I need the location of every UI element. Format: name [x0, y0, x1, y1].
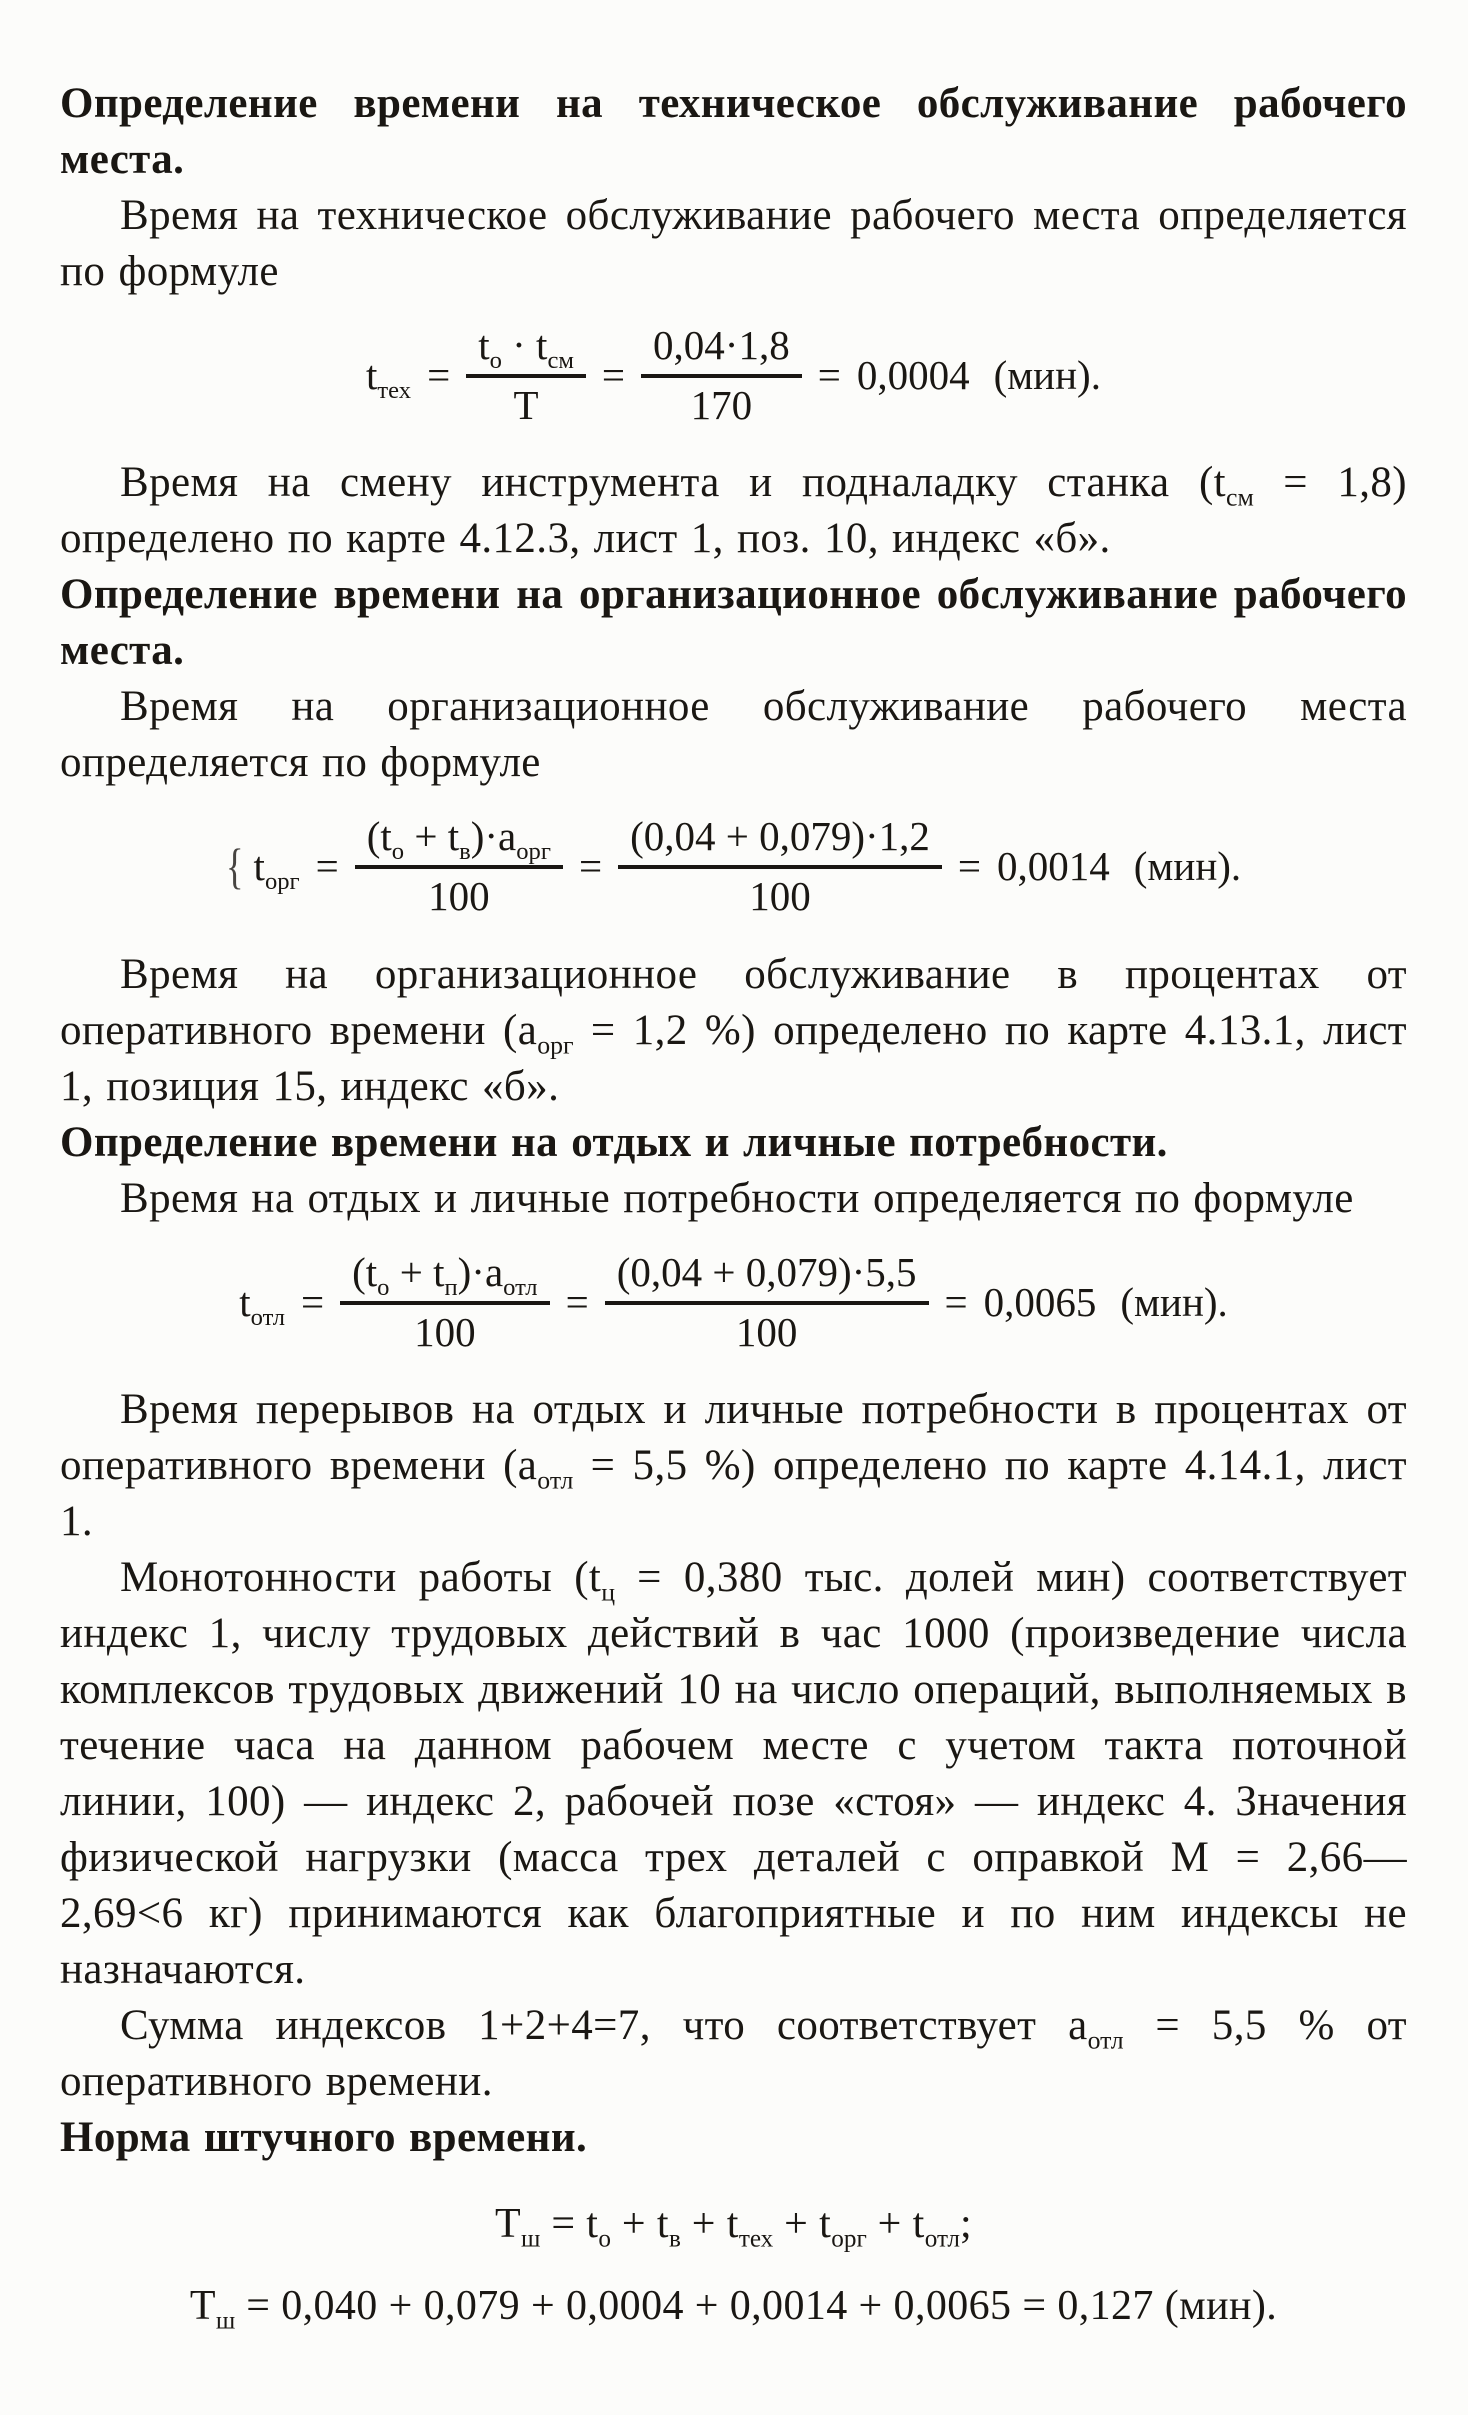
- equals-sign: =: [315, 843, 339, 890]
- formula-result: 0,0065: [983, 1278, 1097, 1325]
- equals-sign: =: [957, 843, 982, 890]
- fraction: [641, 322, 802, 429]
- fraction-numerator: (0,04 + 0,079)·5,5: [605, 1249, 929, 1305]
- fraction-denominator: Т: [513, 382, 539, 429]
- formula-t-org: [60, 813, 1407, 920]
- equals-sign: =: [944, 1278, 968, 1325]
- formula-t-sh-numeric: $Т_ш = 0,040 + 0,079 + 0,0004 + 0,0014 + 0,0065 = 0,127$ (мин).: [189, 2282, 1278, 2335]
- heading-piece-time-norm: Норма штучного времени.: [60, 2113, 588, 2161]
- fraction-numerator: $(t_о + t_в)\cdot а_{орг}$: [355, 813, 563, 869]
- para-org-percent: Время на организационное обслуживание в процентах от оперативного времени ($а_{орг} = 1,2$ %) определено по карте 4.13.1, лист 1, позиция 15, индекс «б».: [60, 950, 1407, 1110]
- heading-tech-maintenance-time: Определение времени на техническое обслуживание рабочего места.: [60, 80, 1407, 183]
- heading-rest-time: Определение времени на отдых и личные потребности.: [60, 1118, 1168, 1166]
- heading-org-maintenance-time: Определение времени на организационное обслуживание рабочего места.: [60, 571, 1407, 675]
- fraction-denominator: 170: [690, 382, 753, 429]
- para-org-maintenance-intro: Время на организационное обслуживание рабочего места определяется по формуле: [60, 683, 1407, 787]
- formula-unit: (мин).: [993, 352, 1101, 399]
- formula-t-otl: [60, 1249, 1407, 1356]
- fraction-numerator: (0,04 + 0,079)·1,2: [618, 813, 942, 869]
- formula-result: 0,0014: [997, 843, 1110, 890]
- fraction-numerator: $t_о \cdot t_{см}$: [466, 322, 586, 378]
- equals-sign: =: [565, 1278, 589, 1325]
- para-tech-maintenance-intro: Время на техническое обслуживание рабочего места определяется по формуле: [60, 192, 1407, 295]
- fraction-denominator: 100: [428, 873, 490, 920]
- fraction: [618, 813, 942, 920]
- para-rest-percent: Время перерывов на отдых и личные потребности в процентах от оперативного времени ($а_{отл} = 5,5$ %) определено по карте 4.14.1, лист 1.: [60, 1385, 1407, 1545]
- para-rest-intro: Время на отдых и личные потребности определяется по формуле: [120, 1174, 1354, 1222]
- fraction-numerator: 0,04·1,8: [641, 322, 802, 378]
- formula-t-sh-symbolic: $Т_ш = t_о + t_в + t_{тех} + t_{орг} + t_{отл}$;: [494, 2200, 973, 2253]
- fraction-numerator: $(t_о + t_п)\cdot а_{отл}$: [340, 1249, 549, 1305]
- fraction: [605, 1249, 929, 1356]
- formula-t-tech: [60, 322, 1407, 429]
- fraction: [340, 1249, 549, 1356]
- formula-unit: (мин).: [1133, 843, 1242, 890]
- formula-unit: (мин).: [1120, 1278, 1228, 1325]
- para-monotony: Монотонности работы ($t_ц = 0,380$ тыс. долей мин) соответствует индекс 1, числу трудовых действий в час 1000 (произведение числа комплексов трудовых движений 10 на число операций, выполняемых в течение часа на данном рабочем месте с учетом такта поточной линии, 100) — индекс 2, рабочей позе «стоя» — индекс 4. Значения физической нагрузки (масса трех деталей с оправкой М = 2,66—2,69<6 кг) принимаются как благоприятные и по ним индексы не назначаются.: [60, 1553, 1408, 1993]
- fraction-denominator: 100: [749, 873, 811, 920]
- para-index-sum: Сумма индексов 1+2+4=7, что соответствует $а_{отл} = 5,5$ % от оперативного времени.: [60, 2001, 1407, 2105]
- equals-sign: =: [601, 352, 626, 399]
- print-artifact: {: [225, 838, 244, 894]
- para-tool-change-time: Время на смену инструмента и подналадку станка $(t_{см} = 1,8)$ определено по карте 4.12.3, лист 1, поз. 10, индекс «б».: [60, 459, 1408, 563]
- fraction-denominator: 100: [414, 1308, 476, 1355]
- equals-sign: =: [427, 352, 451, 399]
- fraction: [466, 322, 586, 429]
- equals-sign: =: [301, 1278, 325, 1325]
- equals-sign: =: [578, 843, 603, 890]
- fraction: [355, 813, 563, 920]
- formula-lhs: $t_{тех}$: [366, 352, 412, 405]
- fraction-denominator: 100: [735, 1308, 798, 1355]
- formula-lhs: $t_{отл}$: [239, 1278, 285, 1331]
- formula-lhs: $t_{орг}$: [253, 843, 300, 896]
- formula-result: 0,0004: [856, 352, 970, 399]
- equals-sign: =: [817, 352, 841, 399]
- text-column: [60, 76, 1407, 2334]
